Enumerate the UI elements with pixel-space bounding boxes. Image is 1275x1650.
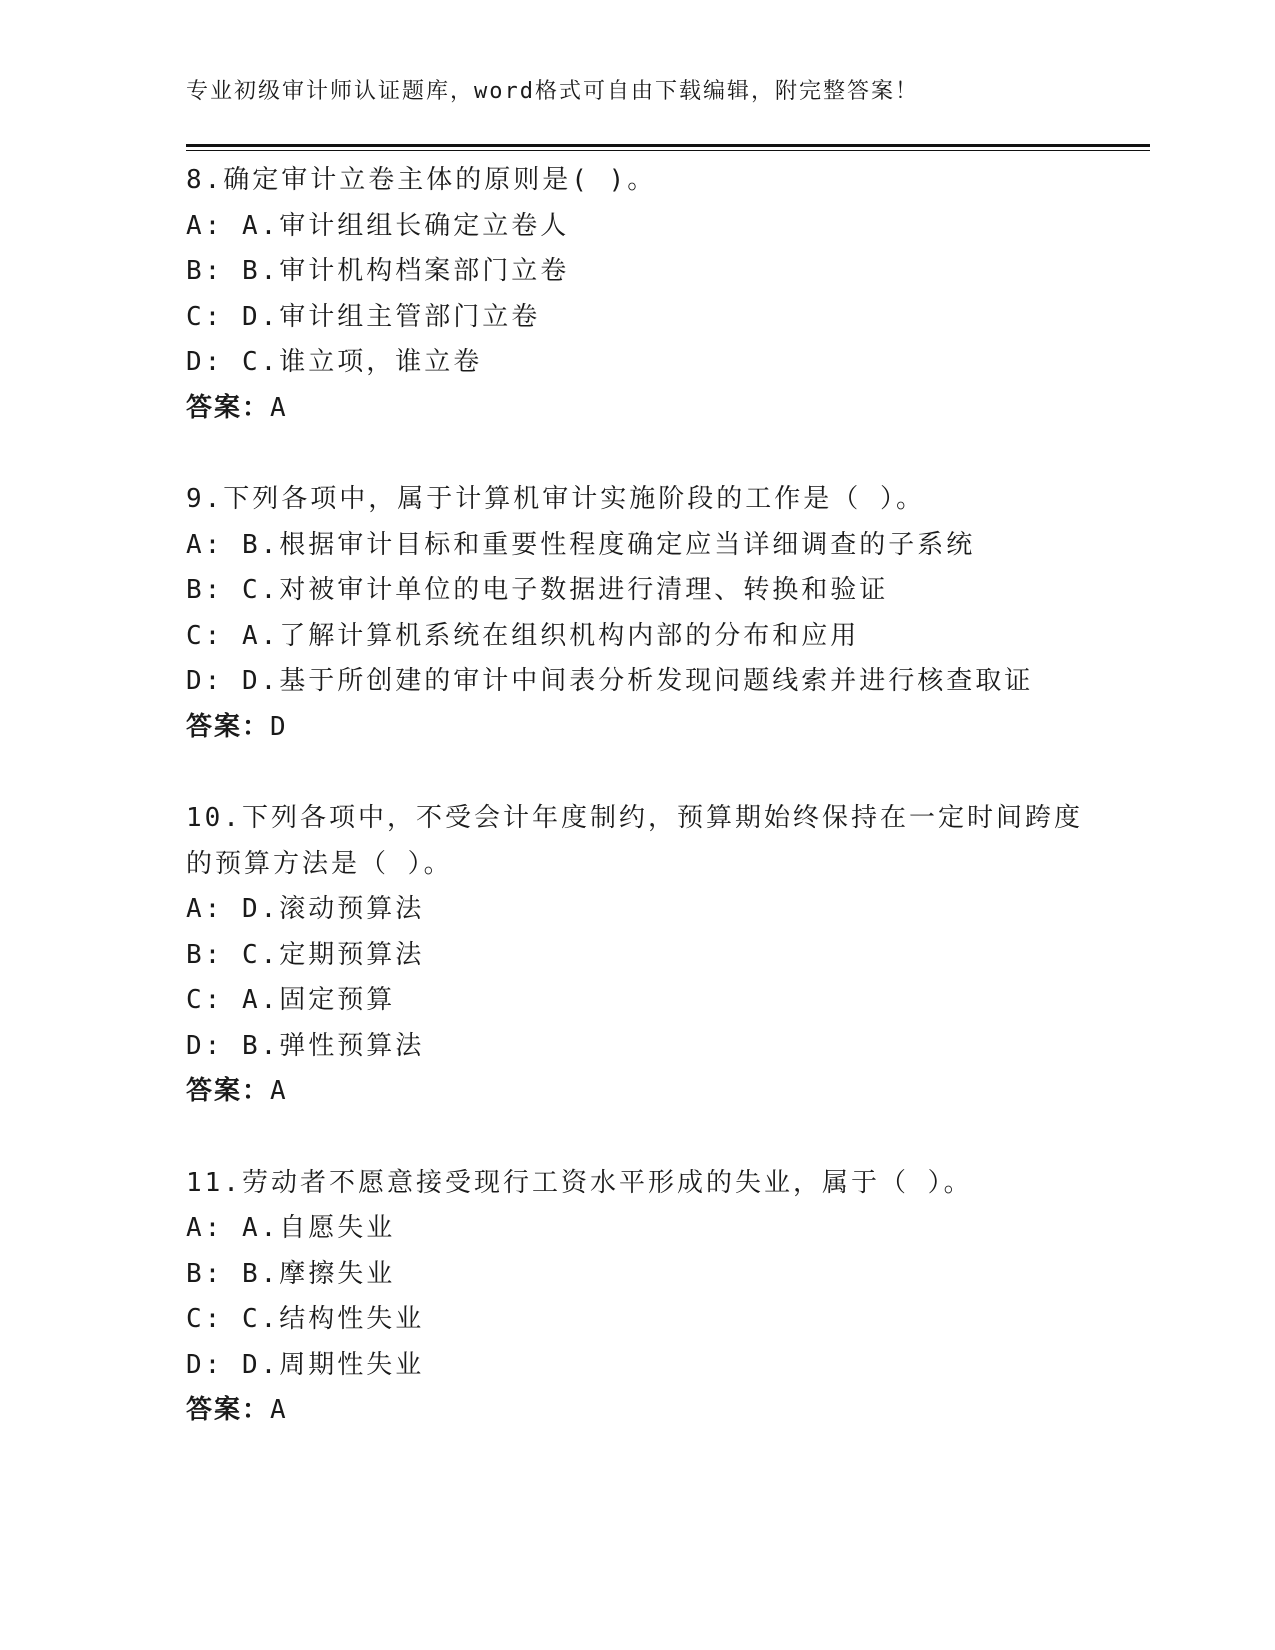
answer-value: D (270, 711, 286, 742)
question-block (186, 477, 1086, 750)
option-c: C: D.审计组主管部门立卷 (186, 301, 541, 332)
answer-label: 答案： (186, 1395, 271, 1425)
answer-value: A (270, 1395, 286, 1425)
answer-value: A (270, 392, 286, 423)
header-rule-thick (186, 144, 1150, 147)
option-a: A: D.滚动预算法 (186, 894, 425, 924)
answer-label: 答案： (186, 1076, 271, 1106)
question-list (186, 158, 1086, 1480)
option-d: D: C.谁立项，谁立卷 (186, 347, 483, 377)
answer-row (186, 386, 1086, 432)
option-c: C: A.了解计算机系统在组织机构内部的分布和应用 (186, 620, 860, 651)
option-a: A: A.自愿失业 (186, 1213, 396, 1243)
question-block (186, 1161, 1086, 1434)
option-a: A: A.审计组组长确定立卷人 (186, 210, 570, 241)
answer-row (186, 1388, 1086, 1434)
option-b: B: C.定期预算法 (186, 939, 425, 970)
option-a: A: B.根据审计目标和重要性程度确定应当详细调查的子系统 (186, 529, 976, 560)
option-b: B: B.审计机构档案部门立卷 (186, 256, 570, 286)
question-stem: 8.确定审计立卷主体的原则是( )。 (186, 165, 657, 195)
page-header: 专业初级审计师认证题库，word格式可自由下载编辑，附完整答案！ (186, 79, 919, 104)
option-b: B: B.摩擦失业 (186, 1258, 396, 1289)
answer-value: A (270, 1076, 286, 1106)
question-block (186, 796, 1086, 1115)
option-d: D: D.周期性失业 (186, 1349, 425, 1380)
header-rule-thin (186, 150, 1150, 151)
answer-row (186, 705, 1086, 751)
question-block (186, 158, 1086, 431)
answer-label: 答案： (186, 392, 271, 423)
question-stem-continued: 的预算方法是（ ）。 (186, 848, 453, 879)
option-b: B: C.对被审计单位的电子数据进行清理、转换和验证 (186, 575, 889, 605)
option-d: D: D.基于所创建的审计中间表分析发现问题线索并进行核查取证 (186, 666, 1034, 696)
option-d: D: B.弹性预算法 (186, 1030, 425, 1061)
option-c: C: A.固定预算 (186, 985, 396, 1015)
question-stem: 11.劳动者不愿意接受现行工资水平形成的失业，属于（ ）。 (186, 1167, 973, 1198)
question-stem: 10.下列各项中，不受会计年度制约，预算期始终保持在一定时间跨度 (186, 803, 1083, 833)
option-c: C: C.结构性失业 (186, 1304, 425, 1334)
answer-label: 答案： (186, 711, 271, 742)
question-stem: 9.下列各项中，属于计算机审计实施阶段的工作是（ ）。 (186, 484, 925, 514)
answer-row (186, 1069, 1086, 1115)
